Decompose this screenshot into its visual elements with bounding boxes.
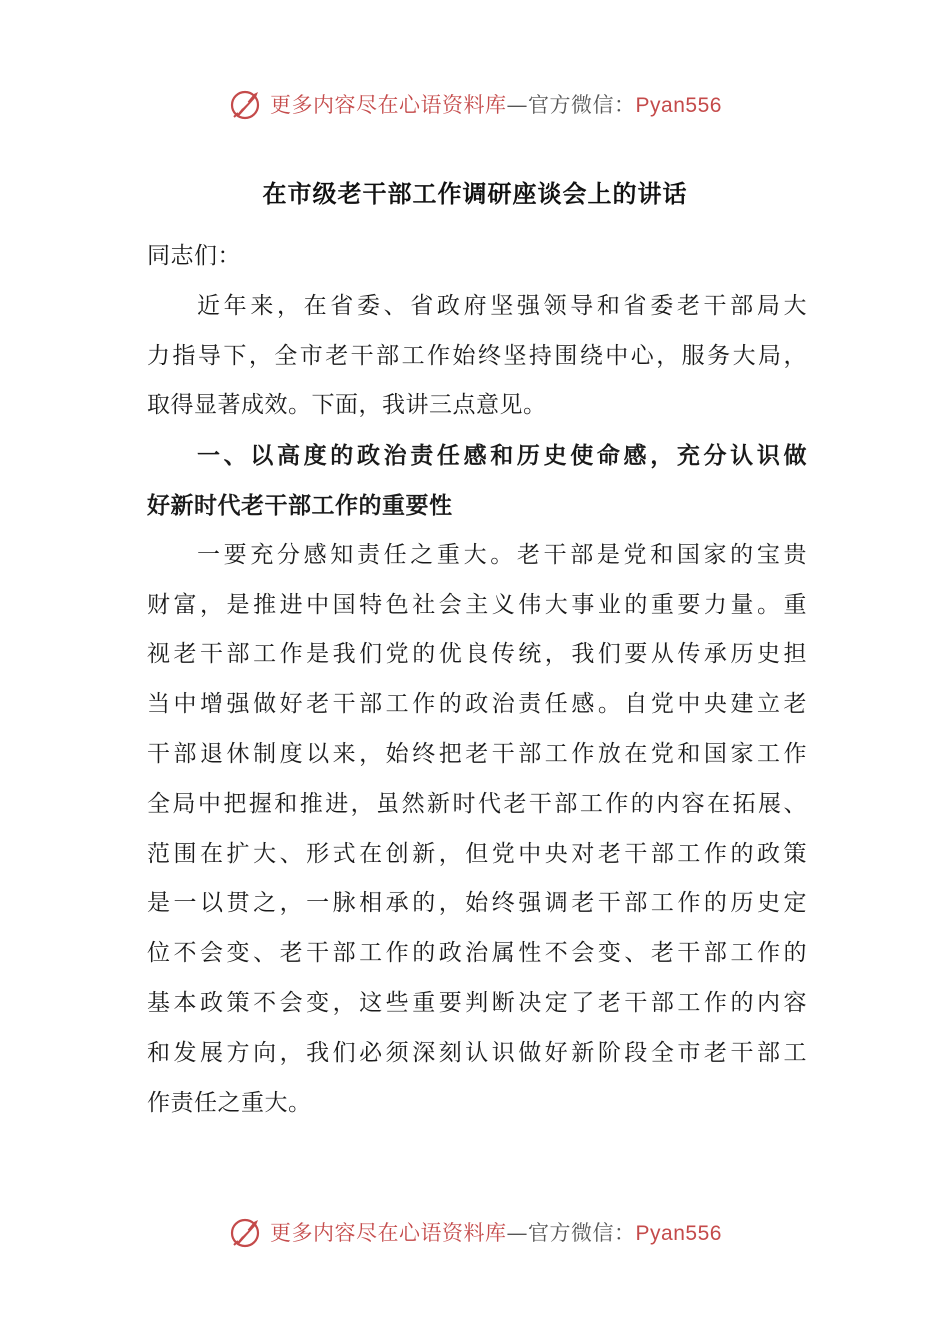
watermark-footer: [0, 1212, 950, 1252]
heading-line: 好新时代老干部工作的重要性: [147, 491, 453, 519]
paragraph-line: 范围在扩大、形式在创新，但党中央对老干部工作的政策: [147, 840, 807, 867]
paragraph-line: 力指导下，全市老干部工作始终坚持围绕中心，服务大局，: [147, 342, 807, 369]
paragraph-responsibility: [147, 531, 807, 1129]
paragraph-line: 干部退休制度以来，始终把老干部工作放在党和国家工作: [147, 740, 807, 767]
paragraph-line: 是一以贯之，一脉相承的，始终强调老干部工作的历史定: [147, 890, 807, 917]
watermark-wechat-id: Pyan556: [635, 94, 722, 117]
watermark-wechat-label: 官方微信：: [528, 1221, 636, 1245]
watermark-wechat-label: 官方微信：: [528, 93, 636, 117]
paragraph-line: 财富，是推进中国特色社会主义伟大事业的重要力量。重: [147, 591, 807, 618]
watermark-wechat-id: Pyan556: [635, 1222, 722, 1245]
watermark-main: 更多内容尽在心语资料库: [270, 1221, 507, 1245]
section-heading-1: [147, 431, 807, 531]
paragraph-line: 近年来，在省委、省政府坚强领导和省委老干部局大: [197, 292, 807, 319]
watermark-text: [270, 89, 722, 119]
paragraph-line: 当中增强做好老干部工作的政治责任感。自党中央建立老: [147, 691, 807, 718]
paragraph-line: 全局中把握和推进，虽然新时代老干部工作的内容在拓展、: [147, 790, 807, 817]
paragraph-line: 一要充分感知责任之重大。老干部是党和国家的宝贵: [197, 541, 807, 568]
document-body: [147, 232, 807, 1128]
paragraph-line: 作责任之重大。: [147, 1089, 312, 1116]
watermark-dash: —: [506, 93, 529, 117]
quill-pen-icon: [228, 1214, 264, 1250]
document-title: 在市级老干部工作调研座谈会上的讲话: [262, 179, 688, 208]
heading-line: 一、以高度的政治责任感和历史使命感，充分认识做: [197, 442, 807, 470]
quill-pen-icon: [228, 86, 264, 122]
paragraph-line: 位不会变、老干部工作的政治属性不会变、老干部工作的: [147, 940, 807, 967]
paragraph-line: 基本政策不会变，这些重要判断决定了老干部工作的内容: [147, 989, 807, 1016]
paragraph-line: 和发展方向，我们必须深刻认识做好新阶段全市老干部工: [147, 1039, 807, 1066]
watermark-header: [0, 84, 950, 124]
greeting: 同志们：: [147, 243, 241, 269]
watermark-dash: —: [506, 1221, 529, 1245]
paragraph-line: 取得显著成效。下面，我讲三点意见。: [147, 392, 547, 419]
watermark-main: 更多内容尽在心语资料库: [270, 93, 507, 117]
paragraph-intro: [147, 282, 807, 431]
paragraph-line: 视老干部工作是我们党的优良传统，我们要从传承历史担: [147, 641, 807, 668]
watermark-text: [270, 1217, 722, 1247]
